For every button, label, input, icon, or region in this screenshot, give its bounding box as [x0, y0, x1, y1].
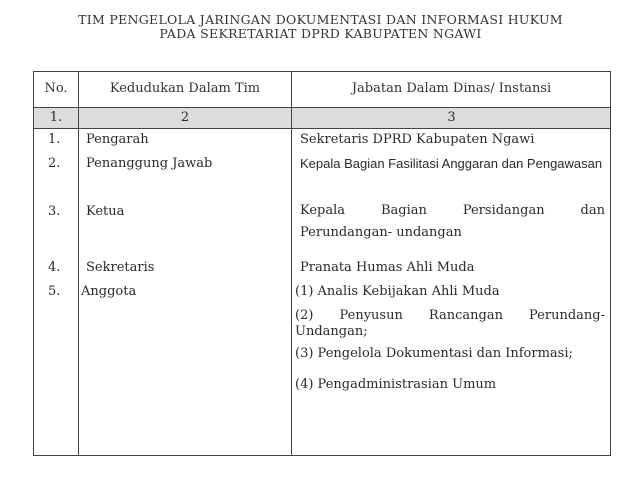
row-office: Kepala Bagian Fasilitasi Anggaran dan Pengawasan: [300, 156, 603, 171]
row-position: Ketua: [86, 204, 125, 219]
row-number: 3.: [48, 204, 61, 219]
row-office: Kepala Bagian Persidangan dan Perundangan- undangan: [300, 203, 605, 240]
document-title-line1: TIM PENGELOLA JARINGAN DOKUMENTASI DAN INFORMASI HUKUM: [78, 12, 563, 27]
header-divider: [34, 128, 610, 129]
header-position: Kedudukan Dalam Tim: [109, 81, 261, 96]
row-number: 1.: [48, 132, 61, 147]
header-no: No.: [44, 81, 68, 96]
list-item: (4) Pengadministrasian Umum: [295, 377, 497, 392]
team-table: [33, 71, 611, 456]
row-office: Pranata Humas Ahli Muda: [300, 260, 475, 275]
row-number: 5.: [48, 284, 61, 299]
row-position: Anggota: [81, 284, 137, 299]
list-item: (2) Penyusun Rancangan Perundang- Undangan;: [295, 308, 605, 339]
column-number-3: 3: [447, 110, 456, 125]
column-number-1: 1.: [49, 110, 63, 125]
row-position: Pengarah: [86, 132, 149, 147]
row-number: 2.: [48, 156, 61, 171]
document-title-line2: PADA SEKRETARIAT DPRD KABUPATEN NGAWI: [159, 26, 482, 41]
column-divider: [78, 72, 79, 455]
row-position: Penanggung Jawab: [86, 156, 213, 171]
list-item: (1) Analis Kebijakan Ahli Muda: [295, 284, 500, 299]
header-office: Jabatan Dalam Dinas/ Instansi: [351, 81, 552, 96]
header-divider: [34, 107, 610, 108]
list-item: (3) Pengelola Dokumentasi dan Informasi;: [295, 346, 573, 361]
row-position: Sekretaris: [86, 260, 155, 275]
row-office: Sekretaris DPRD Kabupaten Ngawi: [300, 132, 535, 147]
column-divider: [291, 72, 292, 455]
column-number-2: 2: [180, 110, 190, 125]
row-number: 4.: [48, 260, 61, 275]
